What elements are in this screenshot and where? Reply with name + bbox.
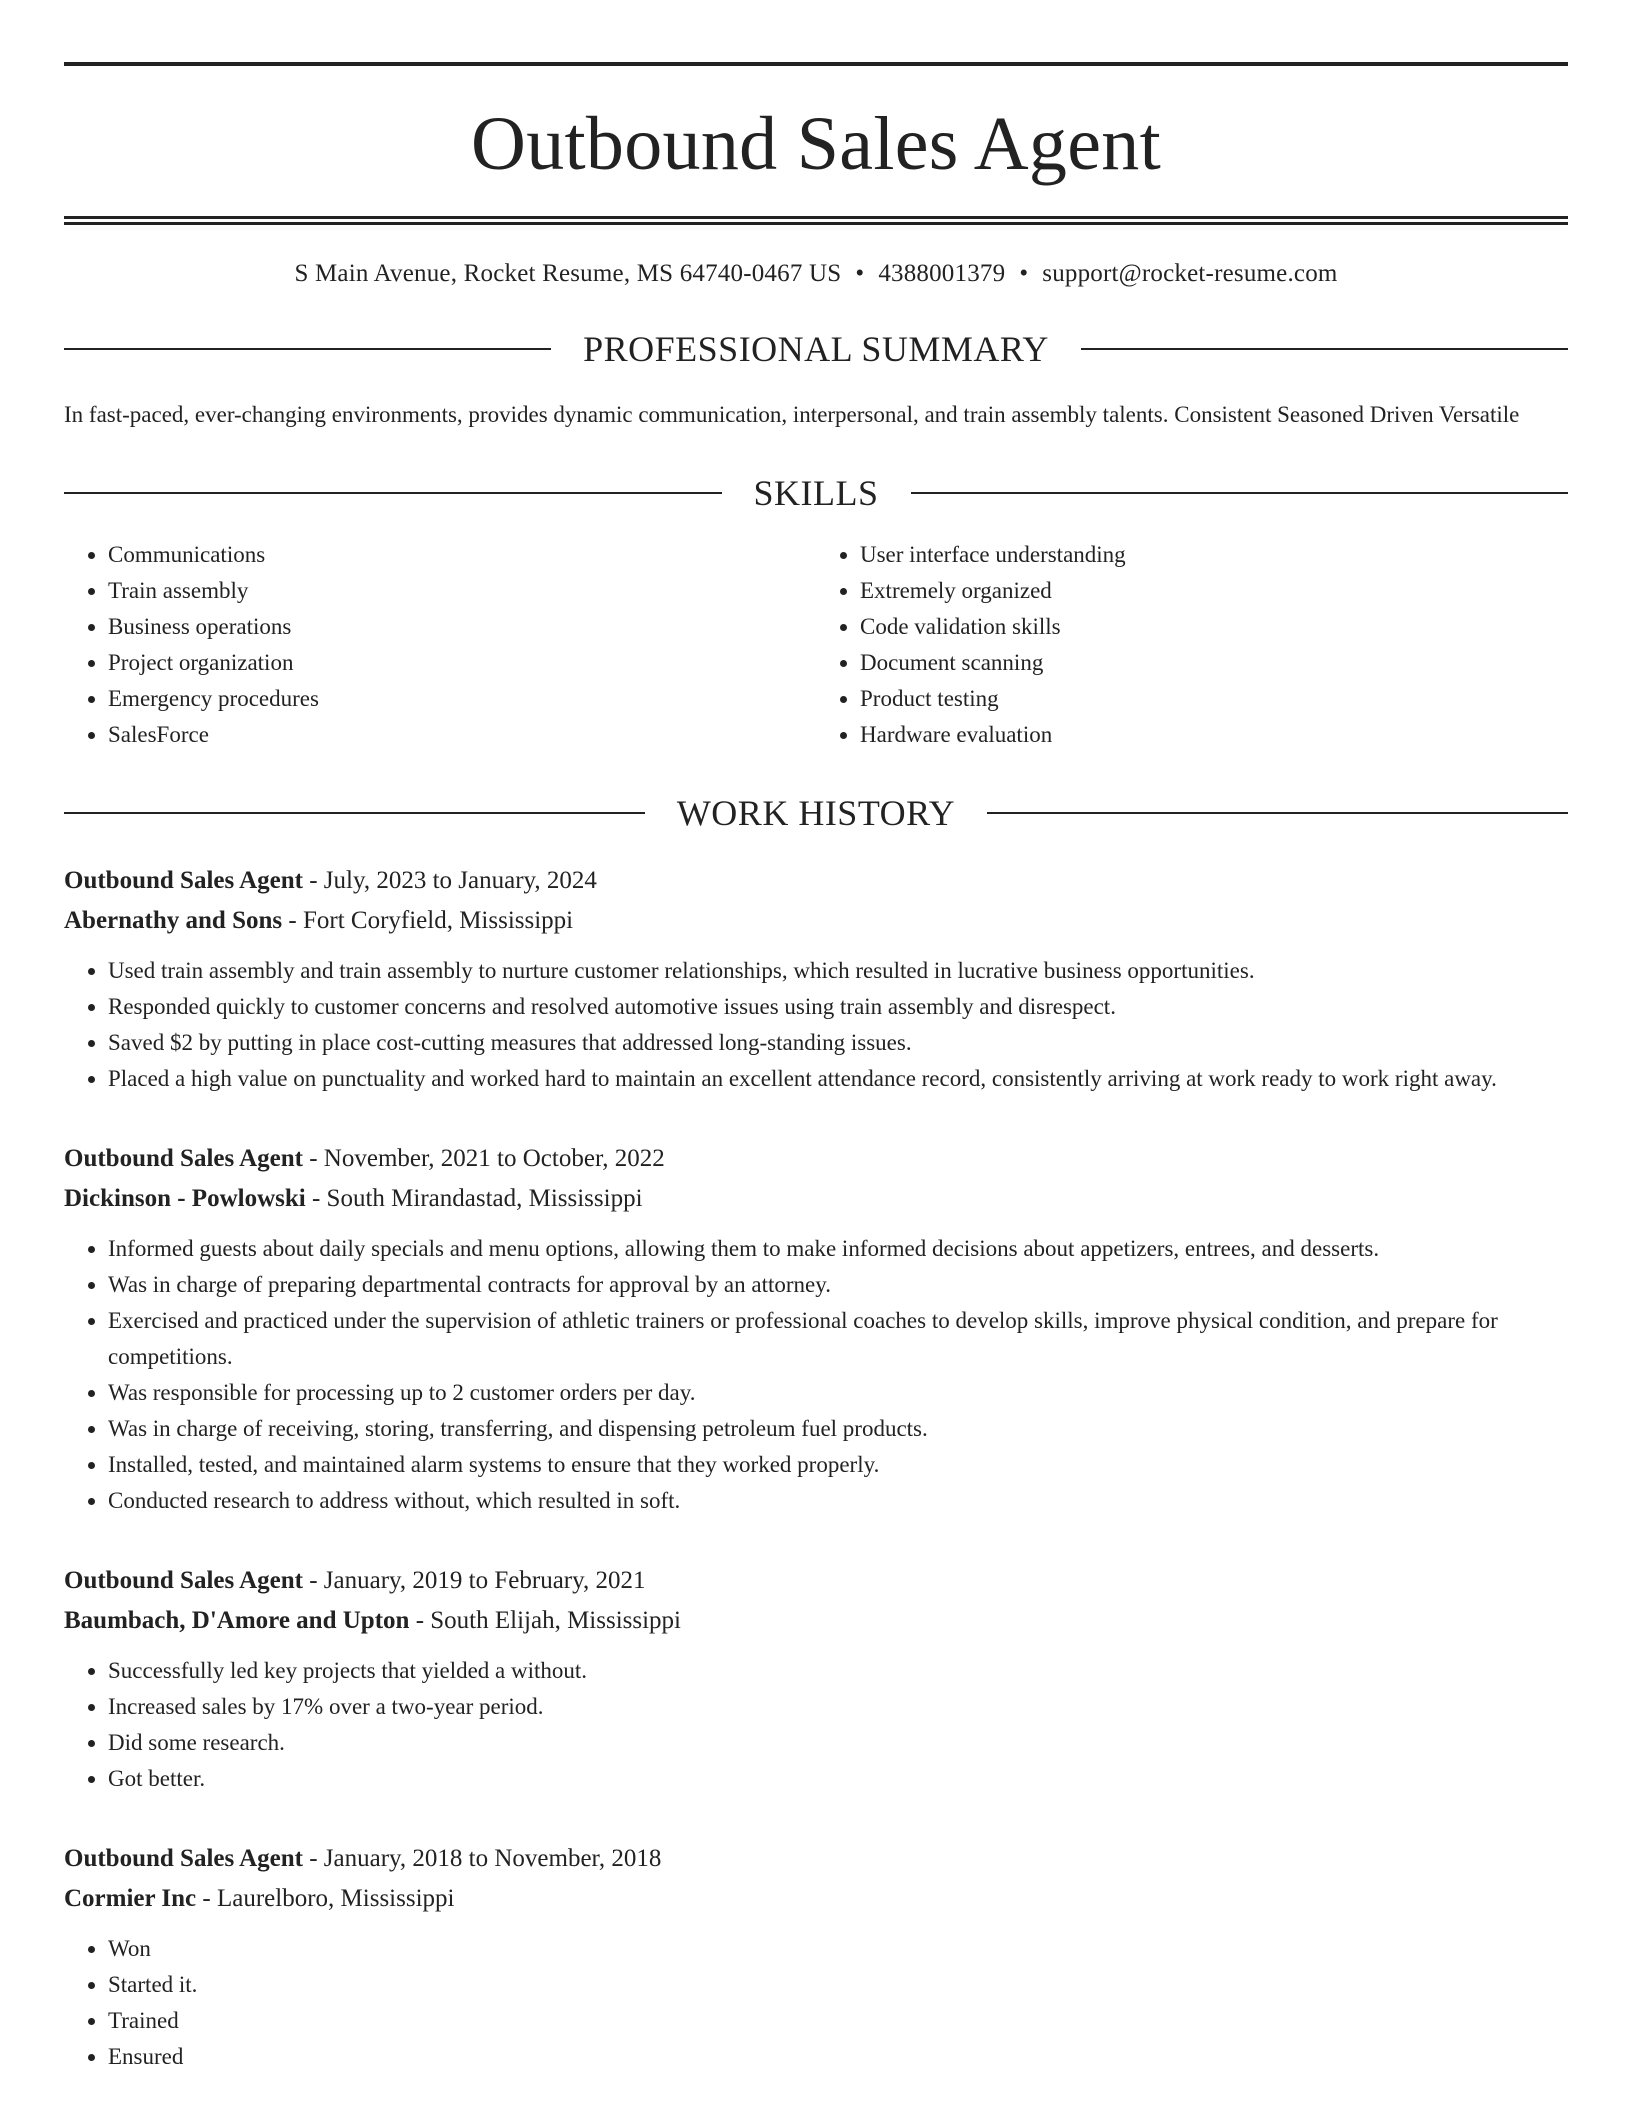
skill-item: • SalesForce (108, 717, 816, 753)
job-bullet: • Responded quickly to customer concerns and resolved automotive issues using train assembly and disrespect. (108, 989, 1568, 1025)
contact-address: S Main Avenue, Rocket Resume, MS 64740-0467 US (294, 260, 842, 287)
job-bullet: • Conducted research to address without, which resulted in soft. (108, 1483, 1568, 1519)
job-bullets (64, 1231, 1568, 1519)
job-role-line (64, 1139, 1568, 1179)
job-role: Outbound Sales Agent (64, 1145, 303, 1172)
job-role-line (64, 861, 1568, 901)
job-company: Baumbach, D'Amore and Upton (64, 1607, 410, 1634)
job-bullet: • Placed a high value on punctuality and worked hard to maintain an excellent attendance record, consistently arriving at work ready to work right away. (108, 1061, 1568, 1097)
heading-rule-left (64, 348, 551, 350)
job-company-line (64, 1879, 1568, 1919)
work-section-heading (64, 795, 1568, 831)
heading-rule-right (1081, 348, 1568, 350)
summary-section-heading (64, 331, 1568, 367)
summary-heading-text: PROFESSIONAL SUMMARY (583, 329, 1049, 369)
heading-rule-left (64, 812, 645, 814)
job-role-line (64, 1561, 1568, 1601)
top-rule (64, 62, 1568, 66)
skills-heading-text: SKILLS (753, 473, 879, 513)
job-company-line (64, 1179, 1568, 1219)
skill-item: • Document scanning (860, 645, 1568, 681)
job-entry (64, 1139, 1568, 1519)
work-heading-text: WORK HISTORY (676, 793, 956, 833)
job-company: Dickinson - Powlowski (64, 1185, 306, 1212)
job-entry (64, 1839, 1568, 2075)
job-entry (64, 861, 1568, 1097)
job-company: Cormier Inc (64, 1885, 197, 1912)
job-bullet: • Ensured (108, 2039, 1568, 2075)
job-bullet: • Used train assembly and train assembly to nurture customer relationships, which resulted in lucrative business opportunities. (108, 953, 1568, 989)
contact-separator: • (855, 260, 865, 287)
job-bullet: • Installed, tested, and maintained alarm systems to ensure that they worked properly. (108, 1447, 1568, 1483)
job-bullet: • Was in charge of preparing departmental contracts for approval by an attorney. (108, 1267, 1568, 1303)
job-bullets (64, 1931, 1568, 2075)
job-bullets (64, 1653, 1568, 1797)
job-role: Outbound Sales Agent (64, 1845, 303, 1872)
skill-item: • Code validation skills (860, 609, 1568, 645)
job-bullet: • Won (108, 1931, 1568, 1967)
job-bullet: • Did some research. (108, 1725, 1568, 1761)
job-bullet: • Got better. (108, 1761, 1568, 1797)
job-dates: - January, 2019 to February, 2021 (302, 1567, 646, 1594)
job-dates: - July, 2023 to January, 2024 (302, 867, 597, 894)
heading-rule-right (911, 492, 1569, 494)
skill-item: • Communications (108, 537, 816, 573)
job-bullets (64, 953, 1568, 1097)
job-bullet: • Was responsible for processing up to 2 customer orders per day. (108, 1375, 1568, 1411)
job-role: Outbound Sales Agent (64, 867, 303, 894)
skill-item: • Train assembly (108, 573, 816, 609)
contact-email: support@rocket-resume.com (1042, 260, 1338, 287)
job-dates: - January, 2018 to November, 2018 (302, 1845, 662, 1872)
contact-phone: 4388001379 (878, 260, 1006, 287)
heading-rule-left (64, 492, 722, 494)
job-bullet: • Informed guests about daily specials and menu options, allowing them to make informed decisions about appetizers, entrees, and desserts. (108, 1231, 1568, 1267)
skills-list (64, 537, 1568, 753)
job-bullet: • Exercised and practiced under the supervision of athletic trainers or professional coaches to develop skills, improve physical condition, and prepare for competitions. (108, 1303, 1568, 1375)
job-bullet: • Saved $2 by putting in place cost-cutting measures that addressed long-standing issues. (108, 1025, 1568, 1061)
contact-line (64, 259, 1568, 289)
contact-separator: • (1019, 260, 1029, 287)
job-location: - South Mirandastad, Mississippi (305, 1185, 643, 1212)
job-bullet: • Was in charge of receiving, storing, transferring, and dispensing petroleum fuel products. (108, 1411, 1568, 1447)
job-bullet: • Started it. (108, 1967, 1568, 2003)
skill-item: • Business operations (108, 609, 816, 645)
skill-item: • Extremely organized (860, 573, 1568, 609)
title-double-rule (64, 216, 1568, 225)
skill-item: • Hardware evaluation (860, 717, 1568, 753)
job-company: Abernathy and Sons (64, 907, 283, 934)
job-role: Outbound Sales Agent (64, 1567, 303, 1594)
job-bullet: • Increased sales by 17% over a two-year period. (108, 1689, 1568, 1725)
job-location: - South Elijah, Mississippi (409, 1607, 681, 1634)
job-entry (64, 1561, 1568, 1797)
skills-column-right (816, 537, 1568, 753)
resume-title: Outbound Sales Agent (471, 102, 1161, 186)
skills-column-left (64, 537, 816, 753)
skill-item: • User interface understanding (860, 537, 1568, 573)
job-role-line (64, 1839, 1568, 1879)
job-location: - Fort Coryfield, Mississippi (282, 907, 574, 934)
job-dates: - November, 2021 to October, 2022 (302, 1145, 665, 1172)
job-location: - Laurelboro, Mississippi (196, 1885, 455, 1912)
summary-text: In fast-paced, ever-changing environments, provides dynamic communication, interpersonal, and train assembly talents. Consistent Seasoned Driven Versatile (64, 402, 1520, 427)
skill-item: • Product testing (860, 681, 1568, 717)
skill-item: • Project organization (108, 645, 816, 681)
job-bullet: • Trained (108, 2003, 1568, 2039)
job-company-line (64, 901, 1568, 941)
job-bullet: • Successfully led key projects that yielded a without. (108, 1653, 1568, 1689)
job-company-line (64, 1601, 1568, 1641)
skill-item: • Emergency procedures (108, 681, 816, 717)
skills-section-heading (64, 475, 1568, 511)
heading-rule-right (987, 812, 1568, 814)
work-history-list (64, 861, 1568, 2075)
